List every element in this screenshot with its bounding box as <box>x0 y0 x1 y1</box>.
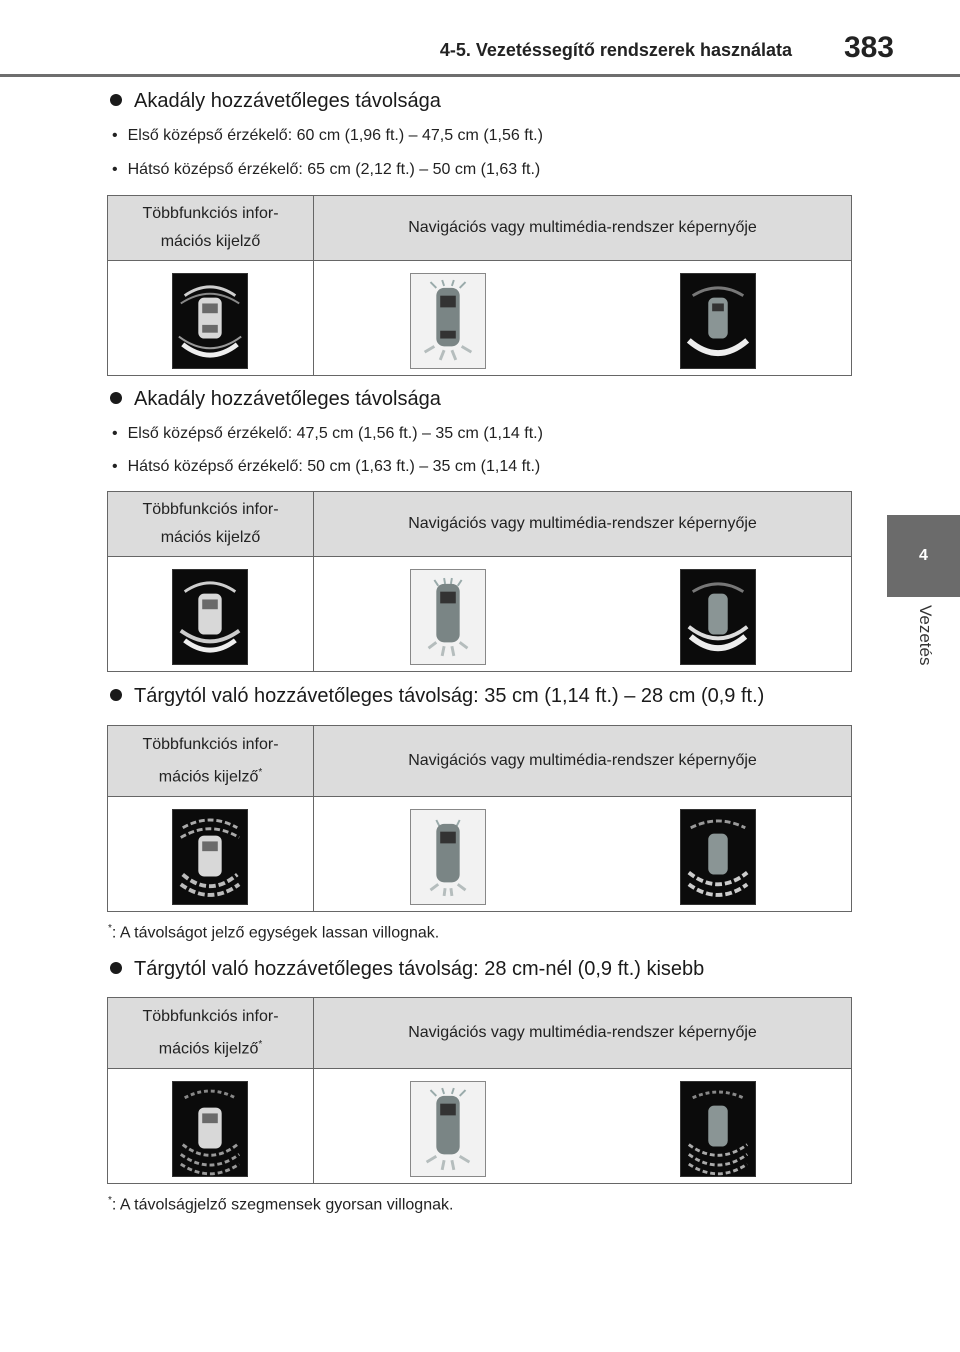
chapter-label: Vezetés <box>916 605 935 666</box>
section-2-heading <box>110 388 441 411</box>
table-header-mid: Többfunkciós infor- mációs kijelző* <box>108 726 314 796</box>
navigation-screen-image <box>410 809 486 905</box>
navigation-screen-image <box>410 569 486 665</box>
chapter-number: 4 <box>919 547 928 564</box>
multimedia-screen-image <box>680 809 756 905</box>
mid-display-image <box>172 1081 248 1177</box>
mid-display-image <box>172 569 248 665</box>
page-header-title: 4-5. Vezetéssegítő rendszerek használata <box>439 40 792 60</box>
table-header-navigation: Navigációs vagy multimédia-rendszer képernyője <box>408 1024 757 1041</box>
mid-display-image <box>172 809 248 905</box>
section-4-heading <box>110 958 704 981</box>
header-divider <box>0 74 960 77</box>
table-header-mid: Többfunkciós infor- mációs kijelző* <box>108 998 314 1068</box>
navigation-screen-image <box>410 1081 486 1177</box>
section-4-table <box>107 997 852 1184</box>
section-1-heading-text: Akadály hozzávetőleges távolsága <box>134 90 441 112</box>
bullet-dot-icon <box>110 962 122 974</box>
mid-display-image <box>172 273 248 369</box>
section-1-item-2: • Hátsó középső érzékelő: 65 cm (2,12 ft.) – 50 cm (1,63 ft.) <box>112 161 541 178</box>
section-3-heading-text: Tárgytól való hozzávetőleges távolság: 35 cm (1,14 ft.) – 28 cm (0,9 ft.) <box>134 685 765 707</box>
section-2-item-2: • Hátsó középső érzékelő: 50 cm (1,63 ft.) – 35 cm (1,14 ft.) <box>112 458 541 475</box>
bullet-dot-icon <box>110 94 122 106</box>
section-1-heading <box>110 90 441 113</box>
table-header-mid: Többfunkciós infor- mációs kijelző <box>108 196 314 260</box>
table-header-navigation: Navigációs vagy multimédia-rendszer képernyője <box>408 515 757 532</box>
section-2-heading-text: Akadály hozzávetőleges távolsága <box>134 388 441 410</box>
table-header-mid: Többfunkciós infor- mációs kijelző <box>108 492 314 556</box>
multimedia-screen-image <box>680 1081 756 1177</box>
section-3-footnote: *: A távolságot jelző egységek lassan villognak. <box>108 923 440 942</box>
section-3-heading <box>110 685 764 708</box>
section-2-table <box>107 491 852 672</box>
chapter-tab <box>887 515 960 597</box>
section-4-footnote: *: A távolságjelző szegmensek gyorsan villognak. <box>108 1195 454 1214</box>
table-header-navigation: Navigációs vagy multimédia-rendszer képernyője <box>408 219 757 236</box>
section-1-table <box>107 195 852 376</box>
multimedia-screen-image <box>680 273 756 369</box>
navigation-screen-image <box>410 273 486 369</box>
page-number: 383 <box>843 31 894 64</box>
bullet-dot-icon <box>110 392 122 404</box>
section-3-table <box>107 725 852 912</box>
section-1-item-1: • Első középső érzékelő: 60 cm (1,96 ft.) – 47,5 cm (1,56 ft.) <box>112 127 543 144</box>
section-4-heading-text: Tárgytól való hozzávetőleges távolság: 28 cm-nél (0,9 ft.) kisebb <box>134 958 705 980</box>
bullet-dot-icon <box>110 689 122 701</box>
multimedia-screen-image <box>680 569 756 665</box>
table-header-navigation: Navigációs vagy multimédia-rendszer képernyője <box>408 752 757 769</box>
section-2-item-1: • Első középső érzékelő: 47,5 cm (1,56 ft.) – 35 cm (1,14 ft.) <box>112 425 543 442</box>
